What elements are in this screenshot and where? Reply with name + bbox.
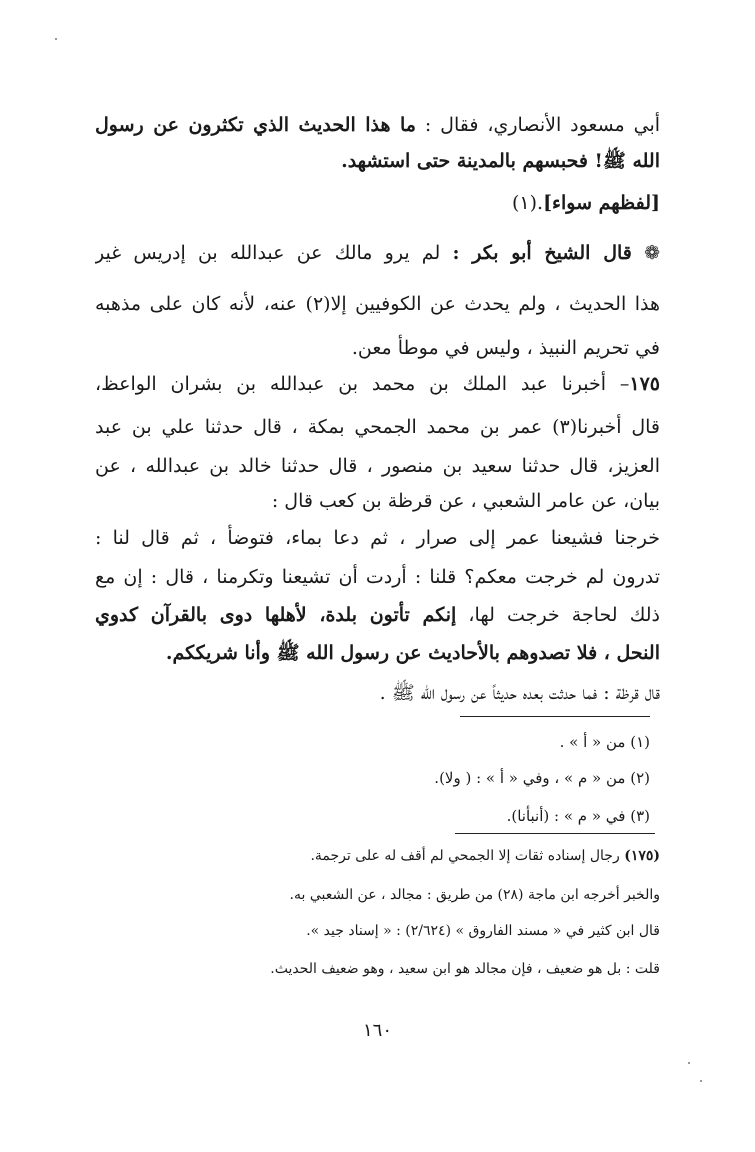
commentary-line-1: (١٧٥) رجال إسناده ثقات إلا الجمحي لم أقف له على ترجمة. — [310, 848, 660, 864]
footnote-3: (٣) في « م » : (أنبأنا). — [506, 807, 650, 825]
body-line-4: ❁ قال الشيخ أبو بكر : لم يرو مالك عن عبدالله بن إدريس غير — [95, 242, 660, 264]
hadith-175-line-2: قال أخبرنا(٣) عمر بن محمد الجمحي بمكة ، قال حدثنا علي بن عبد — [95, 416, 660, 438]
footnote-1: (١) من « أ » . — [559, 733, 650, 751]
page-number: ١٦٠ — [362, 1020, 392, 1041]
body-line-1: أبي مسعود الأنصاري، فقال : ما هذا الحديث الذي تكثرون عن رسول — [95, 114, 660, 136]
commentary-separator — [455, 833, 655, 834]
body-line-2: الله ﷺ! فحبسهم بالمدينة حتى استشهد. — [341, 150, 660, 172]
footnote-separator — [460, 716, 650, 717]
body-line-6: في تحريم النبيذ ، وليس في موطأ معن. — [351, 337, 660, 359]
hadith-175-line-4: بيان، عن عامر الشعبي ، عن قرظة بن كعب قال : — [271, 490, 660, 512]
body-line-3: [لفظهم سواء].(١) — [511, 192, 660, 214]
hadith-175-line-9: قال قرظة : فما حدثت بعده حديثاً عن رسول الله ﷺ . — [379, 682, 660, 704]
commentary-line-2: والخبر أخرجه ابن ماجة (٢٨) من طريق : مجالد ، عن الشعبي به. — [289, 887, 660, 903]
hadith-175-line-8: النحل ، فلا تصدوهم بالأحاديث عن رسول الله ﷺ وأنا شريككم. — [165, 642, 660, 664]
commentary-line-3: قال ابن كثير في « مسند الفاروق » (٢/٦٢٤) : « إسناد جيد ». — [306, 923, 660, 939]
scan-speck — [688, 1062, 690, 1064]
hadith-175-line-1: ١٧٥– أخبرنا عبد الملك بن محمد بن عبدالله بن بشران الواعظ، — [95, 373, 660, 395]
hadith-175-line-5: خرجنا فشيعنا عمر إلى صرار ، ثم دعا بماء، فتوضأ ، ثم قال لنا : — [95, 527, 660, 549]
scan-speck — [700, 1080, 702, 1082]
hadith-175-line-6: تدرون لم خرجت معكم؟ قلنا : أردت أن تشيعنا وتكرمنا ، قال : إن مع — [95, 566, 660, 588]
hadith-175-line-3: العزيز، قال حدثنا سعيد بن منصور ، قال حدثنا خالد بن عبدالله ، عن — [95, 455, 660, 477]
scan-speck — [55, 38, 57, 40]
footnote-2: (٢) من « م » ، وفي « أ » : ( ولا). — [434, 769, 650, 787]
hadith-175-line-7: ذلك لحاجة خرجت لها، إنكم تأتون بلدة، لأهلها دوى بالقرآن كدوي — [95, 604, 660, 626]
body-line-5: هذا الحديث ، ولم يحدث عن الكوفيين إلا(٢) عنه، لأنه كان على مذهبه — [95, 293, 660, 315]
commentary-line-4: قلت : بل هو ضعيف ، فإن مجالد هو ابن سعيد ، وهو ضعيف الحديث. — [270, 961, 660, 977]
